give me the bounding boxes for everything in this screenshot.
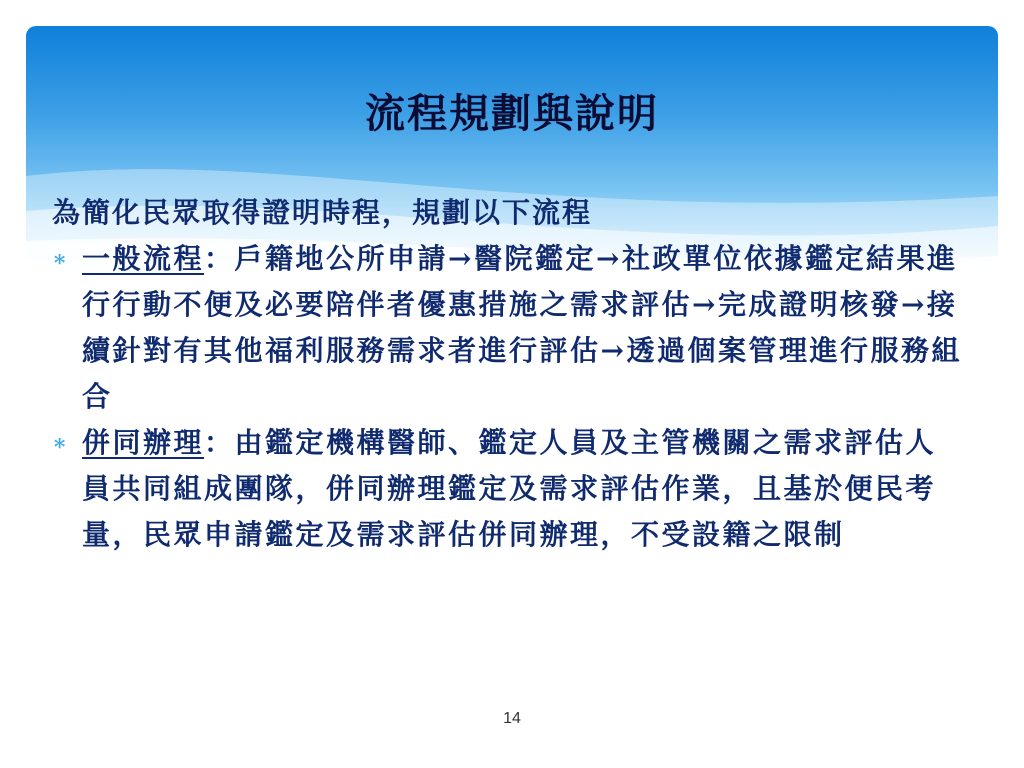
slide-title: 流程規劃與說明 bbox=[365, 90, 659, 137]
bullet-text: ：戶籍地公所申請→醫院鑑定→社政單位依據鑑定結果進行行動不便及必要陪伴者優惠措施之需求評估→完成證明核發→接續針對有其他福利服務需求者進行評估→透過個案管理進行服務組合 bbox=[82, 242, 962, 413]
bullet-text: ：由鑑定機構醫師、鑑定人員及主管機關之需求評估人員共同組成團隊，併同辦理鑑定及需求評估作業，且基於便民考量，民眾申請鑑定及需求評估併同辦理，不受設籍之限制 bbox=[82, 426, 937, 551]
bullet-term: 併同辦理 bbox=[82, 426, 205, 459]
bullet-asterisk-icon: ∗ bbox=[52, 430, 70, 456]
bullet-joint-processing bbox=[52, 420, 962, 558]
bullet-term: 一般流程 bbox=[82, 242, 205, 275]
intro-text: 為簡化民眾取得證明時程，規劃以下流程 bbox=[52, 196, 593, 229]
page-number: 14 bbox=[503, 710, 521, 727]
bullet-asterisk-icon: ∗ bbox=[52, 246, 70, 272]
bullet-general-process bbox=[52, 236, 962, 420]
slide-body bbox=[52, 190, 962, 558]
